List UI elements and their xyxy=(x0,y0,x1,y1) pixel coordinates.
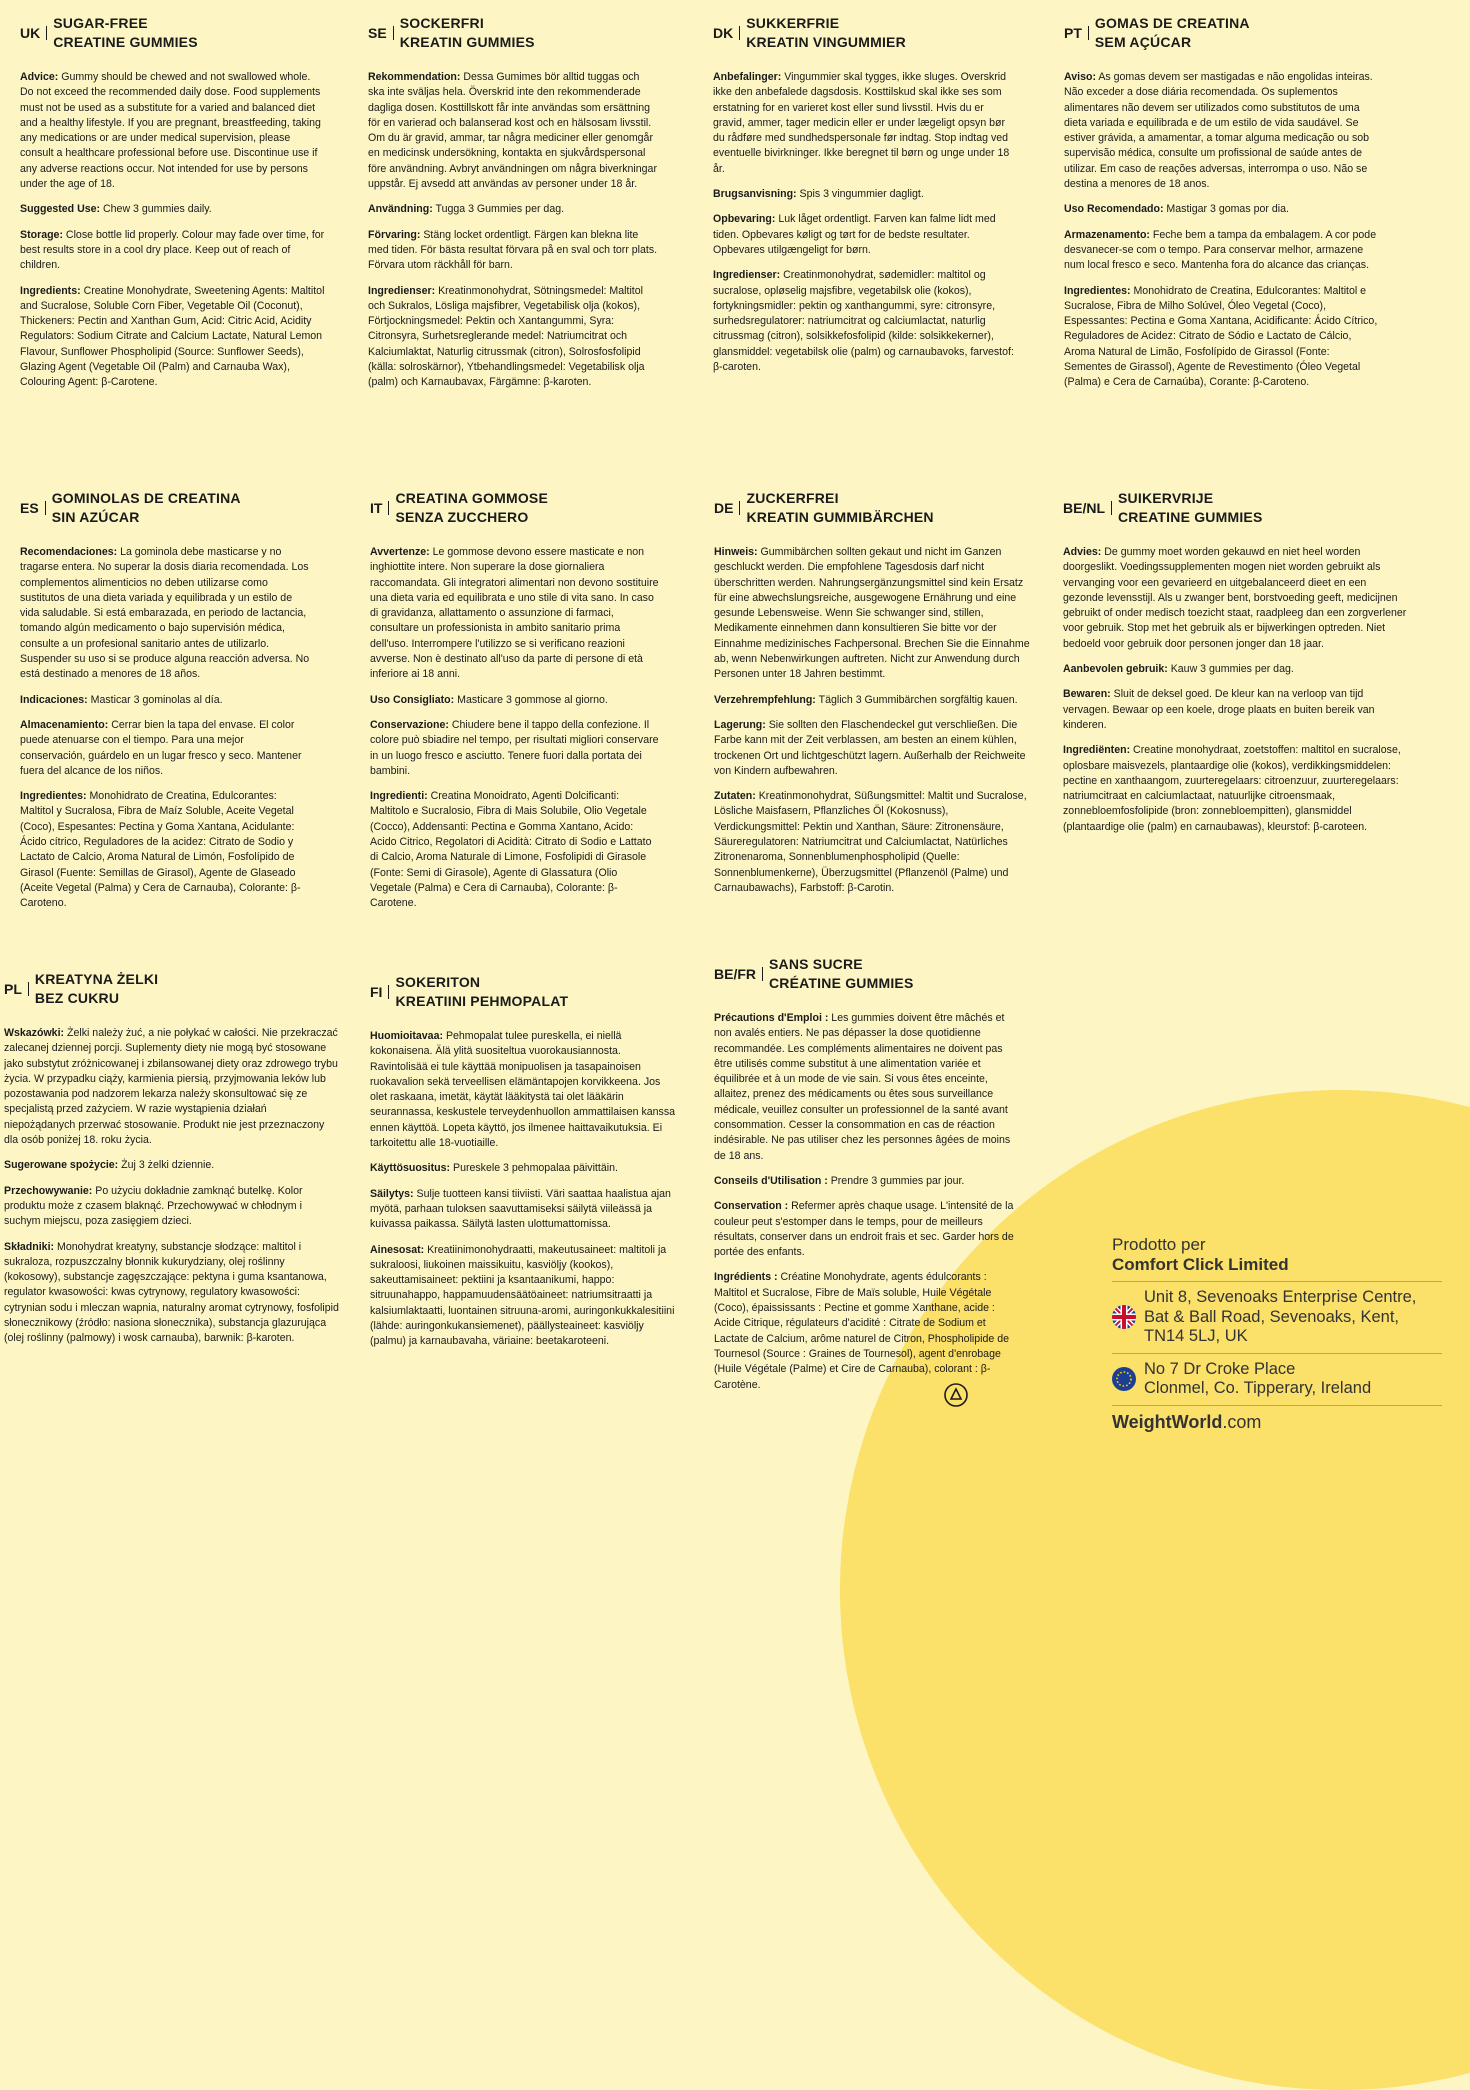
section-header xyxy=(714,955,1022,993)
section-uk xyxy=(20,14,325,401)
section-title: CREATINA GOMMOSE SENZA ZUCCHERO xyxy=(395,490,548,525)
paragraph: Składniki: Monohydrat kreatyny, substancje słodzące: maltitol i sukraloza, rozpuszczalny błonnik kukurydziany, olej roślinny (kokosowy), substancje zagęszczające: pektyna i guma ksantanowa, regulator kwasowości: kwas cytrynowy, regulatory kwasowości: cytrynian sodu i mleczan wapnia, naturalny aromat cytrynowy, fosfolipid słonecznikowy (źródło: nasiona słonecznika), substancja glazurująca (olej roślinny (palmowy) i wosk carnauba), barwnik: β-karoten. xyxy=(4,1240,339,1345)
section-header xyxy=(368,14,658,52)
paragraph: Bewaren: Sluit de deksel goed. De kleur kan na verloop van tijd vervagen. Bewaar op een koele, droge plaats en buiten bereik van kinderen. xyxy=(1063,688,1375,731)
paragraph: Suggested Use: Chew 3 gummies daily. xyxy=(20,203,212,216)
paragraph: Ingredienser: Kreatinmonohydrat, Sötningsmedel: Maltitol och Sukralos, Lösliga majsfibrer, Vegetabilisk olja (kokos), Förtjockningsmedel: Pektin och Xantangummi, Syra: Citronsyra, Surhetsreglerande medel: Natriumcitrat och Kalciumlaktat, Naturlig citrussmak (citron), Solrosfosfolipid (källa: solroskärnor), Ytbehandlingsmedel: Vegetabilisk olja (palm) och Karnaubavax, Färgämne: β-karoten. xyxy=(368,284,645,389)
paragraph: Rekommendation: Dessa Gumimes bör alltid tuggas och ska inte sväljas hela. Överskrid inte den rekommenderade dagliga dosen. Kosttillskott får inte användas som ersättning för en varierad och balanserad kost och en hälsosam livsstil. Om du är gravid, ammar, tar några mediciner eller genomgår en medicinsk undersökning, kontakta en sjukvårdspersonal före användning. Avbryt användningen om några biverkningar uppstår. Ej avsedd att användas av personer under 18 år. xyxy=(368,71,657,191)
paragraph: Advies: De gummy moet worden gekauwd en niet heel worden doorgeslikt. Voedingssupplementen mogen niet worden gebruikt als vervanging voor een gevarieerd en uitgebalanceerd dieet en een gezonde levensstijl. Als u zwanger bent, borstvoeding geeft, medicijnen gebruikt of onder medisch toezicht staat, raadpleeg dan een zorgverlener voor gebruik. Stop met het gebruik als er bijwerkingen optreden. Niet bedoeld voor gebruik door personen jonger dan 18 jaar. xyxy=(1063,546,1407,650)
recycling-icon xyxy=(943,1382,969,1408)
paragraph: Aanbevolen gebruik: Kauw 3 gummies per dag. xyxy=(1063,663,1294,676)
paragraph: Opbevaring: Luk låget ordentligt. Farven kan falme lidt med tiden. Opbevares køligt og tørt for de bedste resultater. Opbevares utilgængeligt for børn. xyxy=(713,213,996,256)
section-header xyxy=(1064,14,1380,52)
manufacturer-card xyxy=(1112,1235,1442,1433)
paragraph: Anbefalinger: Vingummier skal tygges, ikke sluges. Overskrid ikke den anbefalede dagsdosis. Kosttilskud skal ikke ses som erstatning for en varieret kost eller sund livsstil. Hvis du er gravid, ammer, tager medicin eller er under lægeligt opsyn bør du rådføre med sundhedspersonale før indtag. Stop indtag ved eventuelle bivirkninger. Ikke beregnet til børn og unge under 18 år. xyxy=(713,71,1010,175)
paragraph: Hinweis: Gummibärchen sollten gekaut und nicht im Ganzen geschluckt werden. Die empfohlene Tagesdosis darf nicht überschritten werden. Nahrungsergänzungsmittel sind kein Ersatz für eine abwechslungsreiche, ausgewogene Ernährung und eine gesunde Lebensweise. Wenn Sie schwanger sind, stillen, Medikamente einnehmen dann konsultieren Sie bitte vor der Einnahme medizinisches Fachpersonal. Brechen Sie die Einnahme ab, wenn Nebenwirkungen auftreten. Nicht zur Anwendung durch Personen unter 18 Jahren bestimmt. xyxy=(714,546,1030,681)
address-line: Unit 8, Sevenoaks Enterprise Centre, xyxy=(1144,1288,1417,1306)
country-code: FI xyxy=(370,985,389,999)
country-code: DK xyxy=(713,26,740,40)
paragraph: Sugerowane spożycie: Żuj 3 żelki dziennie. xyxy=(4,1159,215,1172)
section-be-nl xyxy=(1063,489,1408,845)
website-brand: WeightWorld xyxy=(1112,1411,1223,1432)
section-se xyxy=(368,14,658,401)
section-title: ZUCKERFREI KREATIN GUMMIBÄRCHEN xyxy=(746,490,934,525)
country-code: ES xyxy=(20,501,46,515)
country-code: PT xyxy=(1064,26,1089,40)
paragraph: Användning: Tugga 3 Gummies per dag. xyxy=(368,203,565,216)
paragraph: Ingredientes: Monohidrato de Creatina, Edulcorantes: Maltitol y Sucralosa, Fibra de Maíz Soluble, Aceite Vegetal (Coco), Espesantes: Pectina y Goma Xantana, Acidulante: Ácido cítrico, Reguladores de la acidez: Citrato de Sodio y Lactato de Calcio, Aroma Natural de Limón, Fosfolípido de Girasol (Fuente: Semillas de Girasol), Agente de Glaseado (Aceite Vegetal (Palma) y Cera de Carnauba), Colorante: β-Caroteno. xyxy=(20,790,301,910)
section-title: SUGAR-FREE CREATINE GUMMIES xyxy=(53,15,198,50)
paragraph: Ingrédients : Créatine Monohydrate, agents édulcorants : Maltitol et Sucralose, Fibre de Maïs soluble, Huile Végétale (Coco), épaississants : Pectine et gomme Xanthane, acide : Acide Citrique, régulateurs d'acidité : Citrate de Sodium et Lactate de Calcium, arôme naturel de Citron, Phospholipide de Tournesol (Source : Graines de Tournesol), agent d'enrobage (Huile Végétale (Palme) et Cire de Carnauba), colorant : β-Carotène. xyxy=(714,1271,1010,1391)
address-line: TN14 5LJ, UK xyxy=(1144,1327,1248,1345)
paragraph: Käyttösuositus: Pureskele 3 pehmopalaa päivittäin. xyxy=(370,1162,618,1175)
paragraph: Ainesosat: Kreatiinimonohydraatti, makeutusaineet: maltitoli ja sukraloosi, liukoinen maissikuitu, kasviöljy (kookos), sakeuttamisaineet: pektiini ja ksantaanikumi, happo: sitruunahappo, happamuudensäätöaineet: natriumsitraatti ja kalsiumlaktaatti, luontainen sitruuna-aromi, auringonkukkalesitiini (lähde: auringonkukansiemenet), päällysteaineet: kasviöljy (palmu) ja karnaubavaha, väriaine: beetakaroteeni. xyxy=(370,1243,675,1348)
paragraph: Almacenamiento: Cerrar bien la tapa del envase. El color puede atenuarse con el tiempo. Para una mejor conservación, guárdelo en un lugar fresco y seco. Mantener fuera del alcance de los niños. xyxy=(20,718,302,777)
eu-flag-icon xyxy=(1112,1367,1136,1391)
paragraph: Uso Recomendado: Mastigar 3 gomas por dia. xyxy=(1064,203,1289,216)
section-header xyxy=(714,489,1034,527)
paragraph: Précautions d'Emploi : Les gummies doivent être mâchés et non avalés entiers. Ne pas dépasser la dose quotidienne recommandée. Les compléments alimentaires ne doivent pas être utilisés comme substitut à une alimentation variée et équilibrée et à un mode de vie sain. Si vous êtes enceinte, allaitez, prenez des médicaments ou êtes sous surveillance médicale, veuillez consulter un professionnel de la santé avant consommation. Cesser la consommation en cas de réaction indésirable. Ne pas utiliser chez les personnes âgées de moins de 18 ans. xyxy=(714,1012,1011,1162)
section-it xyxy=(370,489,660,922)
section-header xyxy=(1063,489,1408,527)
paragraph: Advice: Gummy should be chewed and not swallowed whole. Do not exceed the recommended daily dose. Food supplements must not be used as a substitute for a varied and balanced diet and a healthy lifestyle. If you are pregnant, breastfeeding, taking any medications or are under medical supervision, please consult a healthcare professional before use. Discontinue use if any adverse reactions occur. Not intended for use by persons under the age of 18. xyxy=(20,71,321,191)
country-code: BE/NL xyxy=(1063,501,1112,515)
section-de xyxy=(714,489,1034,906)
paragraph: Aviso: As gomas devem ser mastigadas e não engolidas inteiras. Não exceder a dose diária recomendada. Os suplementos alimentares não devem ser utilizados como substitutos de uma dieta variada e equilibrada e de um estilo de vida saudável. Se estiver grávida, a amamentar, a tomar alguma medicação ou sob supervisão médica, consulte um profissional de saúde antes de utilizar. Em caso de reações adversas, interrompa o uso. Não se destina a menores de 18 anos. xyxy=(1064,71,1373,191)
country-code: UK xyxy=(20,26,47,40)
company-name: Comfort Click Limited xyxy=(1112,1255,1289,1274)
uk-address xyxy=(1112,1281,1442,1354)
section-title: SANS SUCRE CRÉATINE GUMMIES xyxy=(769,956,914,991)
paragraph: Indicaciones: Masticar 3 gominolas al día. xyxy=(20,693,223,706)
produced-for-label: Prodotto per xyxy=(1112,1235,1206,1254)
paragraph: Uso Consigliato: Masticare 3 gommose al giorno. xyxy=(370,693,608,706)
country-code: BE/FR xyxy=(714,967,763,981)
paragraph: Verzehrempfehlung: Täglich 3 Gummibärchen sorgfältig kauen. xyxy=(714,693,1018,706)
website-tld: .com xyxy=(1222,1411,1262,1432)
section-be-fr xyxy=(714,955,1022,1403)
section-title: SOKERITON KREATIINI PEHMOPALAT xyxy=(395,974,569,1009)
section-pl xyxy=(4,970,339,1357)
paragraph: Conseils d'Utilisation : Prendre 3 gummies par jour. xyxy=(714,1174,965,1187)
paragraph: Ingredienti: Creatina Monoidrato, Agenti Dolcificanti: Maltitolo e Sucralosio, Fibra di Mais Solubile, Olio Vegetale (Cocco), Addensanti: Pectina e Gomma Xantano, Acido: Acido Citrico, Regolatori di Acidità: Citrato di Sodio e Lattato di Calcio, Aroma Naturale di Limone, Fosfolipidi di Girasole (Fonte: Semi di Girasole), Agente di Glassatura (Olio Vegetale (Palma) e Cera di Carnauba), Colorante: β-Carotene. xyxy=(370,790,652,910)
paragraph: Przechowywanie: Po użyciu dokładnie zamknąć butelkę. Kolor produktu może z czasem blaknąć. Przechowywać w chłodnym i suchym miejscu, poza zasięgiem dzieci. xyxy=(4,1184,303,1228)
country-code: DE xyxy=(714,501,740,515)
section-title: GOMAS DE CREATINA SEM AÇÚCAR xyxy=(1094,15,1250,50)
section-header xyxy=(370,973,680,1011)
paragraph: Förvaring: Stäng locket ordentligt. Färgen kan blekna lite med tiden. För bästa resultat förvara på en sval och torr plats. Förvara utom räckhåll för barn. xyxy=(368,228,658,272)
paragraph: Lagerung: Sie sollten den Flaschendeckel gut verschließen. Die Farbe kann mit der Zeit verblassen, am besten an einem kühlen, trockenen Ort und lichtgeschützt lagern. Außerhalb der Reichweite von Kindern aufbewahren. xyxy=(714,718,1026,777)
section-title: GOMINOLAS DE CREATINA SIN AZÚCAR xyxy=(51,490,241,525)
section-es xyxy=(20,489,310,922)
paragraph: Conservation : Refermer après chaque usage. L'intensité de la couleur peut s'estomper dans le temps, pour de meilleurs résultats, conserver dans un endroit frais et sec. Garder hors de portée des enfants. xyxy=(714,1200,1014,1259)
paragraph: Brugsanvisning: Spis 3 vingummier dagligt. xyxy=(713,188,924,201)
paragraph: Avvertenze: Le gommose devono essere masticate e non inghiottite intere. Non superare la dose giornaliera raccomandata. Gli integratori alimentari non devono sostituire una dieta varia ed equilibrata e uno stile di vita sano. In caso di gravidanza, allattamento o assunzione di farmaci, consultare un professionista in ambito sanitario prima dell'uso. Interrompere l'utilizzo se si verificano reazioni avverse. Non è destinato all'uso da parte di persone di età inferiore ai 18 anni. xyxy=(370,546,659,681)
paragraph: Ingredientes: Monohidrato de Creatina, Edulcorantes: Maltitol e Sucralose, Fibra de Milho Solúvel, Óleo Vegetal (Coco), Espessantes: Pectina e Goma Xantana, Acidificante: Ácido Cítrico, Reguladores de Acidez: Citrato de Sódio e Lactato de Cálcio, Aroma Natural de Limão, Fosfolípido de Girassol (Fonte: Sementes de Girassol), Agente de Revestimento (Óleo Vegetal (Palma) e Cera de Carnaúba), Corante: β-Caroteno. xyxy=(1064,284,1378,389)
paragraph: Wskazówki: Żelki należy żuć, a nie połykać w całości. Nie przekraczać zalecanej dziennej porcji. Suplementy diety nie mogą być stosowane jako substytut zróżnicowanej i zbilansowanej diety oraz zdrowego trybu życia. W przypadku ciąży, karmienia piersią, przyjmowania leków lub pozostawania pod nadzorem lekarza należy skonsultować się ze specjalistą przed zażyciem. W razie wystąpienia działań niepożądanych przerwać stosowanie. Produkt nie jest przeznaczony dla osób poniżej 18. roku życia. xyxy=(4,1027,338,1147)
section-header xyxy=(713,14,1018,52)
website xyxy=(1112,1412,1442,1433)
paragraph: Säilytys: Sulje tuotteen kansi tiiviisti. Väri saattaa haalistua ajan myötä, parhaan tuloksen saavuttamiseksi säilytä viileässä ja kuivassa paikassa. Säilytä lasten ulottumattomissa. xyxy=(370,1187,671,1231)
ie-address xyxy=(1112,1354,1442,1406)
section-header xyxy=(20,14,325,52)
paragraph: Ingrediënten: Creatine monohydraat, zoetstoffen: maltitol en sucralose, oplosbare maisvezels, plantaardige olie (kokos), verdikkingsmiddelen: pectine en xanthaangom, zuurteregelaars: citroenzuur, zuurteregelaars: natriumcitraat en calciumlactaat, natuurlijke citroensmaak, zonnebloemfosfolipide (bron: zonnebloempitten), glansmiddel (plantaardige olie (palm) en carnaubawas), kleurstof: β-caroteen. xyxy=(1063,744,1401,833)
section-title: KREATYNA ŻELKI BEZ CUKRU xyxy=(34,971,159,1006)
country-code: SE xyxy=(368,26,394,40)
section-fi xyxy=(370,973,680,1360)
address-line: Bat & Ball Road, Sevenoaks, Kent, xyxy=(1144,1307,1399,1326)
section-pt xyxy=(1064,14,1380,401)
paragraph: Ingredienser: Creatinmonohydrat, sødemidler: maltitol og sucralose, opløselig majsfibre, vegetabilsk olie (kokos), fortykningsmidler: pektin og xanthangummi, syre: citronsyre, surhedsregulatorer: natriumcitrat og calciumlactat, naturlig citrussmag (citron), solsikkefosfolipid (kilde: solsikkekerner), glansmiddel: vegetabilsk olie (palm) og carnaubavoks, farvestof: β-caroten. xyxy=(713,269,1014,374)
paragraph: Huomioitavaa: Pehmopalat tulee pureskella, ei niellä kokonaisena. Älä ylitä suositeltua vuorokausiannosta. Ravintolisää ei tule käyttää monipuolisen ja tasapainoisen ruokavalion sekä terveellisen elämäntapojen korvikkeena. Jos olet raskaana, imetät, käytät lääkitystä tai olet lääkärin seurannassa, keskustele terveydenhuollon ammattilaisen kanssa ennen käyttöä. Lopeta käyttö, jos ilmenee haittavaikutuksia. Ei tarkoitettu alle 18-vuotiaille. xyxy=(370,1030,676,1150)
section-title: SUKKERFRIE KREATIN VINGUMMIER xyxy=(746,15,906,50)
section-title: SUIKERVRIJE CREATINE GUMMIES xyxy=(1118,490,1263,525)
address-line: No 7 Dr Croke Place xyxy=(1144,1359,1296,1378)
paragraph: Zutaten: Kreatinmonohydrat, Süßungsmittel: Maltit und Sucralose, Lösliche Maisfasern, Pflanzliches Öl (Kokosnuss), Verdickungsmittel: Pektin und Xanthan, Säure: Zitronensäure, Säureregulatoren: Natriumcitrat und Calciumlactat, Natürliches Zitronenaroma, Sonnenblumenphospholipid (Quelle: Sonnenblumenkerne), Überzugsmittel (Pflanzenöl (Palme) und Carnaubawachs), Farbstoff: β-Carotin. xyxy=(714,790,1027,894)
paragraph: Armazenamento: Feche bem a tampa da embalagem. A cor pode desvanecer-se com o tempo. Para conservar melhor, armazene num local fresco e seco. Mantenha fora do alcance das crianças. xyxy=(1064,228,1377,272)
section-header xyxy=(4,970,339,1008)
section-dk xyxy=(713,14,1018,385)
country-code: PL xyxy=(4,982,29,996)
section-header xyxy=(370,489,660,527)
paragraph: Storage: Close bottle lid properly. Colour may fade over time, for best results store in a cool dry place. Keep out of reach of children. xyxy=(20,228,325,272)
section-title: SOCKERFRI KREATIN GUMMIES xyxy=(399,15,535,50)
uk-flag-icon xyxy=(1112,1305,1136,1329)
paragraph: Recomendaciones: La gominola debe masticarse y no tragarse entera. No superar la dosis diaria recomendada. Los complementos alimenticios no deben utilizarse como sustitutos de una dieta variada y equilibrada y un estilo de vida saludable. Si está embarazada, en periodo de lactancia, tomando algún medicamento o bajo supervisión médica, consulte a un profesional sanitario antes de utilizarlo. Suspender su uso si se produce alguna reacción adversa. No está destinado a menores de 18 años. xyxy=(20,546,310,681)
paragraph: Conservazione: Chiudere bene il tappo della confezione. Il colore può sbiadire nel tempo, per risultati migliori conservare in un luogo fresco e asciutto. Tenere fuori dalla portata dei bambini. xyxy=(370,718,659,777)
address-line: Clonmel, Co. Tipperary, Ireland xyxy=(1144,1379,1372,1397)
section-header xyxy=(20,489,310,527)
paragraph: Ingredients: Creatine Monohydrate, Sweetening Agents: Maltitol and Sucralose, Soluble Corn Fiber, Vegetable Oil (Coconut), Thickeners: Pectin and Xanthan Gum, Acid: Citric Acid, Acidity Regulators: Sodium Citrate and Calcium Lactate, Natural Lemon Flavour, Sunflower Phospholipid (Source: Sunflower Seeds), Glazing Agent (Vegetable Oil (Palm) and Carnauba Wax), Colouring Agent: β-Carotene. xyxy=(20,284,325,389)
country-code: IT xyxy=(370,501,389,515)
